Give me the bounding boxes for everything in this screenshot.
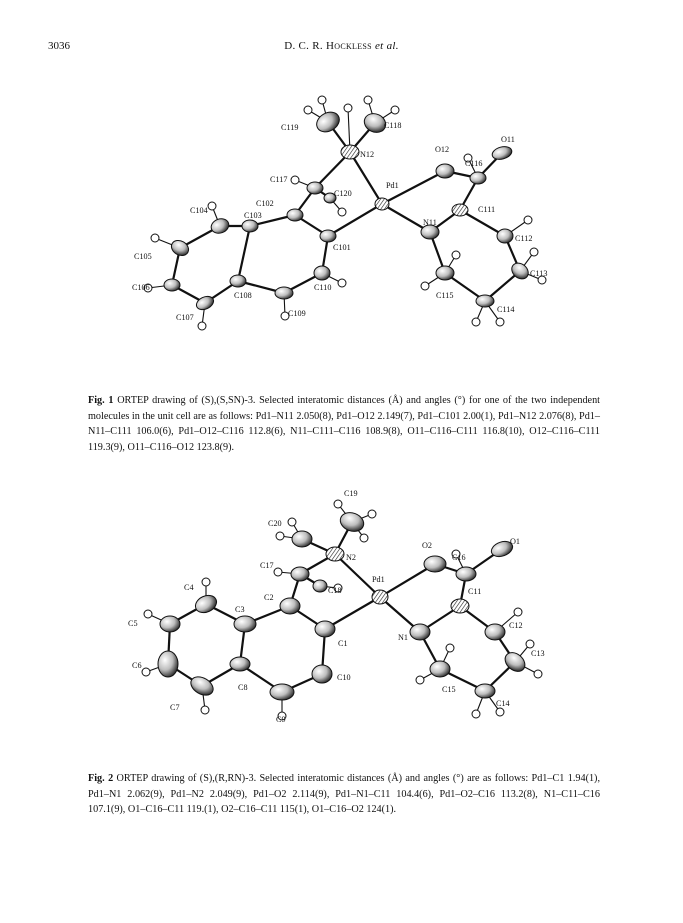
label-c117: C117 — [270, 175, 288, 184]
label-n12: N12 — [360, 150, 375, 159]
label-c8: C8 — [238, 683, 248, 692]
label-c119: C119 — [281, 123, 299, 132]
label-pd1-fig2: Pd1 — [372, 575, 385, 584]
label-o11: O11 — [501, 135, 515, 144]
label-c102: C102 — [256, 199, 274, 208]
label-c108: C108 — [234, 291, 252, 300]
label-c7: C7 — [170, 703, 180, 712]
label-c3: C3 — [235, 605, 245, 614]
label-n1: N1 — [398, 633, 409, 642]
figure-1-label: Fig. 1 — [88, 395, 114, 406]
figure-2-ortep-drawing — [110, 484, 590, 756]
running-head-et-al: et al. — [375, 40, 399, 52]
label-c115: C115 — [436, 291, 454, 300]
label-c11: C11 — [468, 587, 482, 596]
label-c114: C114 — [497, 305, 515, 314]
label-n11: N11 — [423, 218, 437, 227]
figure-2-molecule — [110, 484, 590, 756]
label-c116: C116 — [465, 159, 483, 168]
label-o2: O2 — [422, 541, 433, 550]
label-c105: C105 — [134, 252, 152, 261]
label-c113: C113 — [530, 269, 548, 278]
label-c103: C103 — [244, 211, 262, 220]
label-c17: C17 — [260, 561, 274, 570]
label-c16: C16 — [452, 553, 466, 562]
fig1-atom-labels — [132, 121, 547, 322]
label-c6: C6 — [132, 661, 142, 670]
label-c1: C1 — [338, 639, 348, 648]
label-c109: C109 — [288, 309, 306, 318]
label-c107: C107 — [176, 313, 194, 322]
label-c110: C110 — [314, 283, 332, 292]
figure-2-label: Fig. 2 — [88, 773, 114, 784]
label-c112: C112 — [515, 234, 533, 243]
label-c19: C19 — [344, 489, 358, 498]
label-c4: C4 — [184, 583, 194, 592]
label-c10: C10 — [337, 673, 351, 682]
label-c2: C2 — [264, 593, 274, 602]
label-c18: C18 — [328, 586, 342, 595]
label-c13: C13 — [531, 649, 545, 658]
label-c104: C104 — [190, 206, 208, 215]
figure-1-molecule — [110, 88, 580, 338]
page-header — [48, 40, 635, 56]
running-head — [48, 40, 635, 52]
label-o1: O1 — [510, 537, 521, 546]
label-c9: C9 — [276, 715, 286, 724]
label-c118: C118 — [384, 121, 402, 130]
page-number: 3036 — [48, 40, 70, 52]
figure-2-caption — [88, 771, 600, 818]
label-c12: C12 — [509, 621, 523, 630]
label-c111: C111 — [478, 205, 496, 214]
label-c120: C120 — [334, 189, 352, 198]
label-c20: C20 — [268, 519, 282, 528]
running-head-authors: D. C. R. Hockless — [284, 40, 372, 52]
label-c106: C106 — [132, 283, 150, 292]
label-c101: C101 — [333, 243, 351, 252]
figure-1-ortep-drawing — [110, 88, 580, 338]
figure-2-caption-text: ORTEP drawing of (S),(R,RN)-3. Selected interatomic distances (Å) and angles (°) are as follows: Pd1–C1 1.94(1), Pd1–N1 2.062(9), Pd1–N2 2.049(9), Pd1–O2 2.114(9), Pd1–N1–C11 104.4(6), Pd1–O2–C16 113.2(8), N1–C11–C16 107.1(9), O1–C16–C11 119.(1), O2–C16–C11 115(1), O1–C16–O2 124(1). — [88, 773, 600, 815]
fig1-heavy-atoms — [164, 108, 531, 312]
figure-1-caption-text: ORTEP drawing of (S),(S,SN)-3. Selected interatomic distances (Å) and angles (°) for one of the two independent molecules in the unit cell are as follows: Pd1–N11 2.050(8), Pd1–O12 2.149(7), Pd1–C101 2.00(1), Pd1–N12 2.076(8), Pd1–N11–C111 106.0(6), Pd1–O12–C116 112.8(6), N11–C111–C116 108.9(8), O11–C116–C111 116.8(10), O12–C116–C111 119.3(9), O11–C116–O12 123.8(9). — [88, 395, 601, 453]
label-c5: C5 — [128, 619, 138, 628]
label-c15: C15 — [442, 685, 456, 694]
figure-1-caption — [88, 393, 600, 455]
label-o12: O12 — [435, 145, 450, 154]
label-pd1: Pd1 — [386, 181, 399, 190]
label-n2: N2 — [346, 553, 357, 562]
label-c14: C14 — [496, 699, 510, 708]
